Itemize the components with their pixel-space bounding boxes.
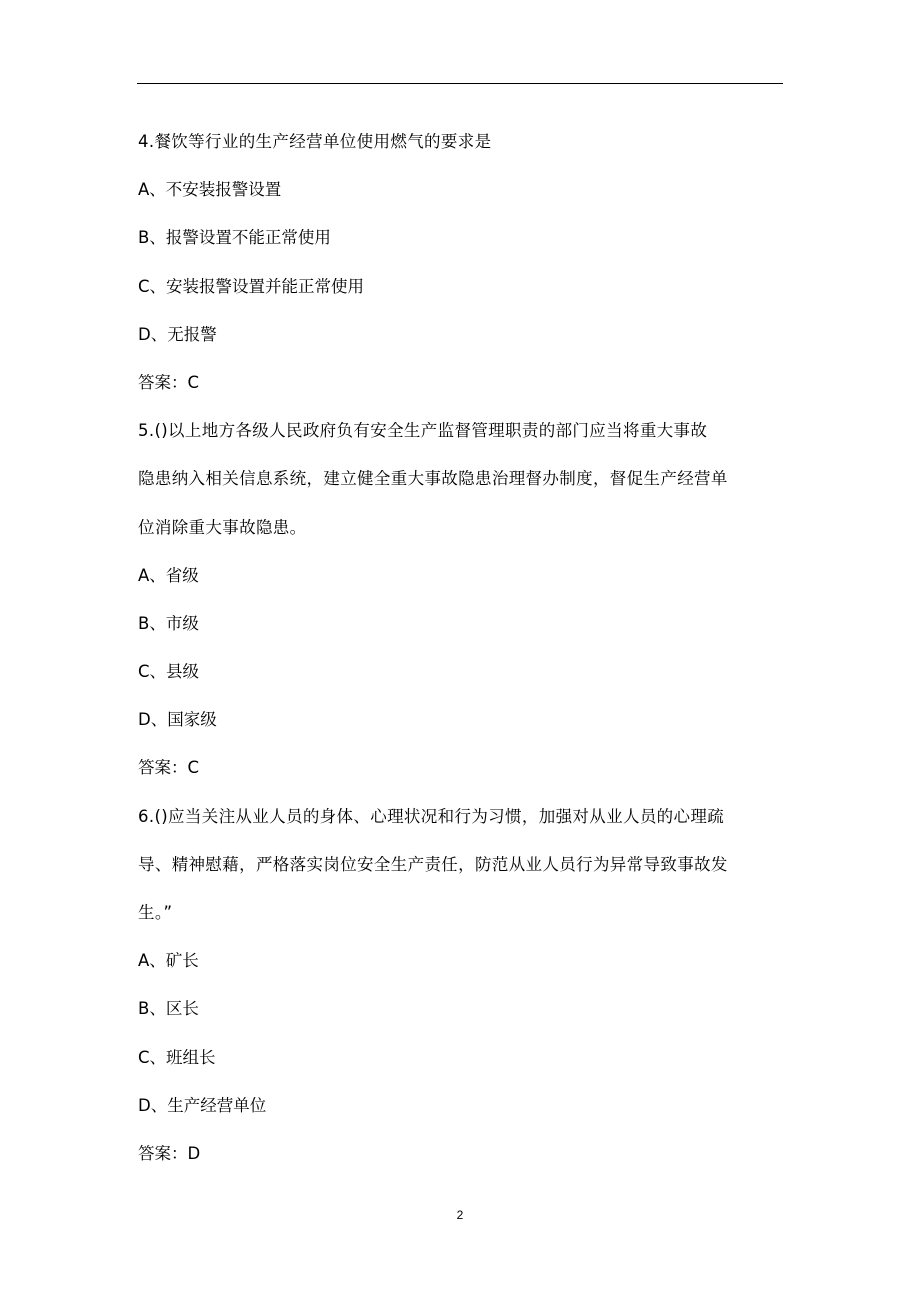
option-a: A、不安装报警设置 (138, 180, 282, 200)
question-text (138, 793, 786, 938)
option-b: B、市级 (138, 613, 199, 633)
question-block-6 (138, 793, 786, 1179)
option-c: C、班组长 (138, 1047, 216, 1067)
question-line: 生。” (138, 903, 173, 922)
option-d: D、无报警 (138, 324, 217, 344)
answer: 答案：D (138, 1143, 201, 1163)
option-a: A、省级 (138, 565, 199, 585)
option-a: A、矿长 (138, 951, 199, 971)
question-block-5 (138, 407, 786, 793)
header-rule (137, 83, 783, 84)
document-body (138, 118, 786, 1178)
question-line: 导、精神慰藉，严格落实岗位安全生产责任，防范从业人员行为异常导致事故发 (138, 854, 728, 874)
option-c: C、安装报警设置并能正常使用 (138, 276, 365, 296)
question-line: 5.()以上地方各级人民政府负有安全生产监督管理职责的部门应当将重大事故 (138, 421, 708, 441)
option-b: B、区长 (138, 999, 199, 1019)
question-line: 4.餐饮等行业的生产经营单位使用燃气的要求是 (138, 132, 492, 151)
option-b: B、报警设置不能正常使用 (138, 228, 331, 248)
option-d: D、国家级 (138, 710, 217, 730)
question-line: 6.()应当关注从业人员的身体、心理状况和行为习惯，加强对从业人员的心理疏 (138, 806, 725, 826)
answer: 答案：C (138, 758, 200, 778)
question-text (138, 118, 786, 166)
question-block-4 (138, 118, 786, 407)
option-c: C、县级 (138, 662, 200, 682)
question-line: 隐患纳入相关信息系统，建立健全重大事故隐患治理督办制度，督促生产经营单 (138, 469, 728, 489)
question-line: 位消除重大事故隐患。 (138, 517, 307, 537)
page-number: 2 (456, 1208, 464, 1222)
option-d: D、生产经营单位 (138, 1095, 267, 1115)
answer: 答案：C (138, 372, 200, 392)
question-text (138, 407, 786, 552)
